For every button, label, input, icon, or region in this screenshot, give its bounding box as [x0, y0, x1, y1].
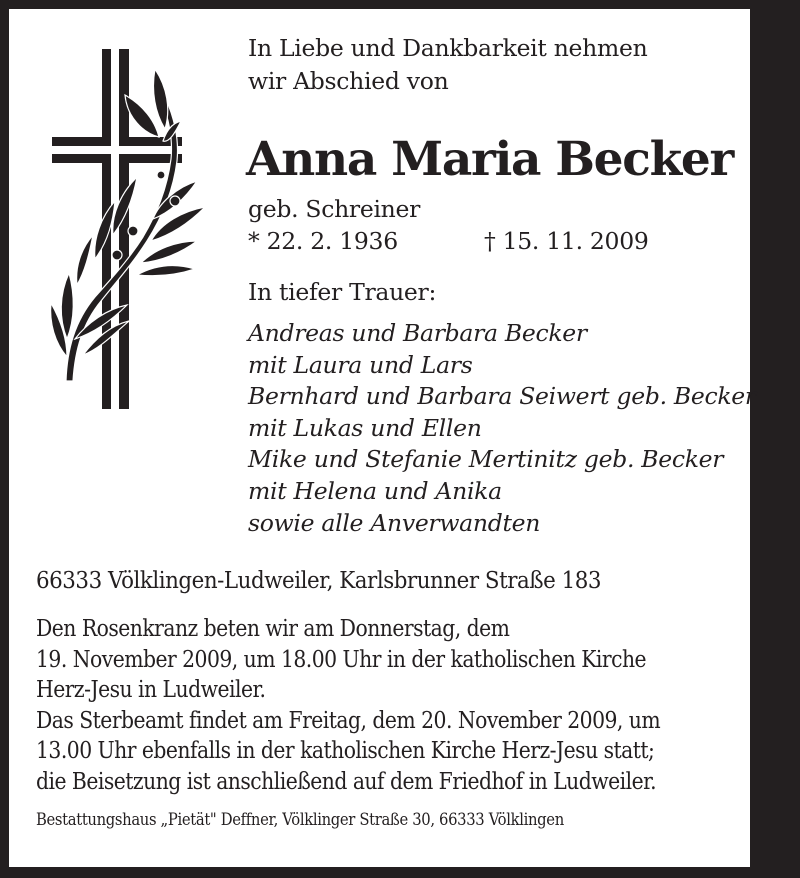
mourning-heading: In tiefer Trauer:: [248, 278, 437, 306]
intro-text: [248, 32, 647, 98]
service-line: 19. November 2009, um 18.00 Uhr in der katholischen Kirche: [36, 646, 647, 673]
mourners-list: [248, 318, 756, 539]
cross-with-palm-branch-icon: [37, 47, 207, 419]
intro-line: In Liebe und Dankbarkeit nehmen: [248, 34, 648, 62]
mourner-line: mit Helena und Anika: [248, 476, 502, 505]
service-details: [36, 614, 660, 798]
mourner-line: mit Lukas und Ellen: [248, 413, 482, 442]
service-line: Das Sterbeamt findet am Freitag, dem 20. November 2009, um: [36, 707, 661, 734]
mourner-line: Bernhard und Barbara Seiwert geb. Becker: [248, 382, 756, 411]
notice-frame-right: [750, 0, 800, 878]
maiden-name: geb. Schreiner: [248, 195, 421, 223]
intro-line: wir Abschied von: [248, 67, 449, 95]
mourner-line: Mike und Stefanie Mertinitz geb. Becker: [248, 445, 724, 474]
deceased-name: Anna Maria Becker: [246, 132, 733, 187]
service-line: die Beisetzung ist anschließend auf dem Friedhof in Ludweiler.: [36, 768, 657, 795]
service-line: 13.00 Uhr ebenfalls in der katholischen Kirche Herz-Jesu statt;: [36, 738, 655, 765]
funeral-home: Bestattungshaus „Pietät" Deffner, Völklinger Straße 30, 66333 Völklingen: [36, 810, 564, 830]
family-address: 66333 Völklingen-Ludweiler, Karlsbrunner Straße 183: [36, 568, 602, 594]
mourner-line: sowie alle Anverwandten: [248, 508, 541, 537]
mourner-line: mit Laura und Lars: [248, 350, 473, 379]
birth-date: * 22. 2. 1936: [248, 227, 398, 255]
death-date: † 15. 11. 2009: [484, 227, 649, 255]
service-line: Den Rosenkranz beten wir am Donnerstag, dem: [36, 616, 510, 642]
obituary-notice: [9, 9, 756, 867]
service-line: Herz-Jesu in Ludweiler.: [36, 677, 266, 704]
mourner-line: Andreas und Barbara Becker: [248, 319, 587, 347]
